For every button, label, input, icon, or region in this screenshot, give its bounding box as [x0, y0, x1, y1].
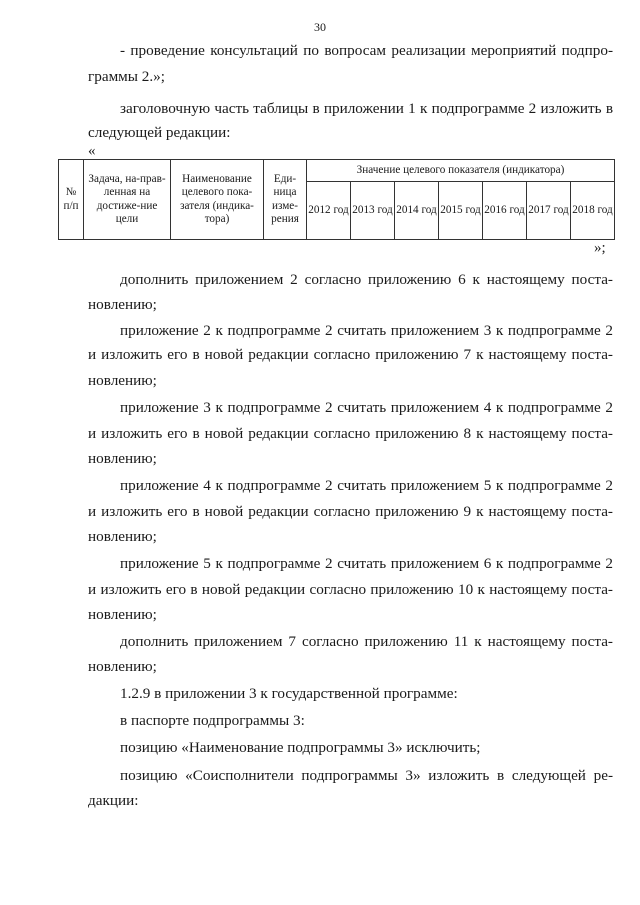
page-number: 30 — [314, 20, 326, 34]
open-quote: « — [88, 143, 96, 159]
text-line: позицию «Наименование подпрограммы 3» исключить; — [120, 739, 481, 756]
text-line: новлению; — [88, 450, 157, 467]
goal-indicator-table-header — [58, 159, 615, 240]
header-year: 2014 год — [395, 182, 439, 240]
header-year: 2017 год — [527, 182, 571, 240]
text-line: и изложить его в новой редакции согласно приложению 9 к настоящему поста- — [88, 503, 613, 520]
text-line: в паспорте подпрограммы 3: — [120, 712, 305, 729]
text-line: новлению; — [88, 528, 157, 545]
header-year: 2013 год — [351, 182, 395, 240]
text-line: дополнить приложением 2 согласно приложению 6 к настоящему поста- — [120, 271, 613, 288]
header-number: № п/п — [59, 160, 84, 240]
close-quote: »; — [594, 240, 606, 256]
text-line: и изложить его в новой редакции согласно приложению 10 к настоящему поста- — [88, 581, 613, 598]
text-line: новлению; — [88, 658, 157, 675]
header-year: 2016 год — [483, 182, 527, 240]
text-line: новлению; — [88, 606, 157, 623]
text-line: граммы 2.»; — [88, 68, 165, 85]
text-line: следующей редакции: — [88, 124, 231, 141]
header-year: 2015 год — [439, 182, 483, 240]
text-line: новлению; — [88, 296, 157, 313]
header-indicator-value: Значение целевого показателя (индикатора) — [307, 160, 615, 182]
header-unit: Еди-ница изме-рения — [264, 160, 307, 240]
text-line: приложение 2 к подпрограмме 2 считать приложением 3 к подпрограмме 2 — [120, 322, 613, 339]
header-year: 2018 год — [571, 182, 615, 240]
header-year: 2012 год — [307, 182, 351, 240]
text-line: заголовочную часть таблицы в приложении 1 к подпрограмме 2 изложить в — [120, 100, 613, 117]
text-line: 1.2.9 в приложении 3 к государственной программе: — [120, 685, 458, 702]
text-line: позицию «Соисполнители подпрограммы 3» изложить в следующей ре- — [120, 767, 613, 784]
text-line: приложение 3 к подпрограмме 2 считать приложением 4 к подпрограмме 2 — [120, 399, 613, 416]
header-task: Задача, на-прав-ленная на достиже-ние цели — [84, 160, 171, 240]
text-line: приложение 4 к подпрограмме 2 считать приложением 5 к подпрограмме 2 — [120, 477, 613, 494]
header-indicator-name: Наименование целевого пока-зателя (индика-тора) — [171, 160, 264, 240]
text-line: дакции: — [88, 792, 139, 809]
text-line: новлению; — [88, 372, 157, 389]
text-line: и изложить его в новой редакции согласно приложению 7 к настоящему поста- — [88, 346, 613, 363]
text-line: - проведение консультаций по вопросам реализации мероприятий подпро- — [120, 42, 613, 59]
text-line: приложение 5 к подпрограмме 2 считать приложением 6 к подпрограмме 2 — [120, 555, 613, 572]
text-line: дополнить приложением 7 согласно приложению 11 к настоящему поста- — [120, 633, 613, 650]
text-line: и изложить его в новой редакции согласно приложению 8 к настоящему поста- — [88, 425, 613, 442]
